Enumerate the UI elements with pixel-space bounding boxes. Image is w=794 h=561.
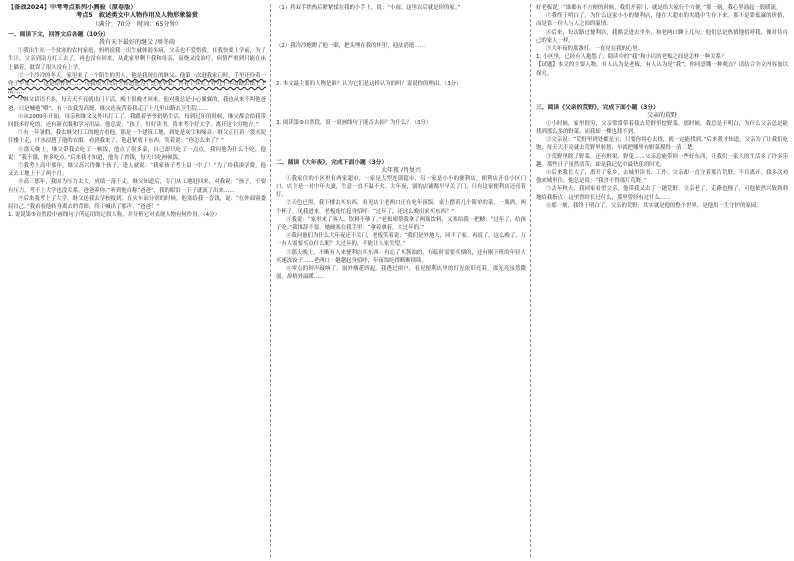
section-heading: 二、阅读《大年夜》，完成下面小题（3分） xyxy=(276,159,388,166)
story-title: 我有天下最好的继父 /周冬雨 xyxy=(99,39,175,47)
question: 1. 小区里，已经有人抱怨了。阅读中的“我”和小店的老板之间是怎样一种关系？ xyxy=(536,54,727,61)
paragraph: ⑥那一刻，我终于明白了，父亲的荒野，其实就是他的整个世界，是他用一生守护的家园。 xyxy=(546,202,762,209)
question: 【试题】本文的主要人物，有人认为是老板，有人认为是“我”，你同意哪一种观点？请结合全文内容加以探究。 xyxy=(536,62,788,77)
paragraph: ⑤去年秋天，我回家看望父亲，他带我又去了一趟荒野。父亲老了，走路也慢了，可他依然兴致勃勃地给我指点：这里曾经长过什么，那里曾经有过什么…… xyxy=(536,186,788,201)
paragraph: ④后来我长大了，离开了家乡，去城里读书、工作。父亲却一直守着那片荒野，不肯离开。我多次劝他来城里住，他总是说：“我舍不得那片荒野。” xyxy=(536,170,788,185)
column-divider xyxy=(270,4,271,557)
paragraph: ⑧后来，每次路过便利店，我都会进去坐坐，和老两口聊上几句。他们总是热情地招呼我，像对待自己的家人一样。 xyxy=(536,29,788,44)
story-title: 父亲的荒野 xyxy=(646,111,677,119)
section-heading: 三、阅读《父亲的荒野》，完成下面小题（3分） xyxy=(536,104,659,111)
paragraph: ⑤那天晚上，不断有人来便利店买东西：有忘了买酱油的，有临时需要买烟的，还有刚下班的年轻人买速冻饺子……老两口一趟趟起身招呼，年夜饭吃得断断续续。 xyxy=(276,249,526,264)
question: 1. 说说第⑤自然段中画线句子所运用的记叙人称，并分析它对表现人物有何作用。（4分） xyxy=(8,212,220,219)
column-divider xyxy=(530,4,531,557)
paragraph: ⑨后来我考上了大学，继父送我去学校报到。在火车站分别的时候，他塞给我一沓钱，说：“在外面别委屈自己。”我看着他转身离去的背影，终于喊出了那声：“爸爸！” xyxy=(8,195,266,211)
question: 3. 阅读第⑨自然段，说一说画线句子能否去掉？为什么？（3分） xyxy=(276,119,432,126)
paragraph: ⑦我终于明白了，为什么这家小小的便利店，能在大超市的夹缝中生存下来。那不是靠低廉的价格，而是靠一份人与人之间的温情。 xyxy=(536,13,788,28)
paragraph: ②一个冷冷的冬天，家里来了一个陌生的男人，他是我现在的继父。他第一次进我家门时，手里还拎着一兜子苹果……“这是给你的……”可我很久以后才知道他为了这兜苹果，背着工具走了好几十里山路去镇上干活…… xyxy=(8,72,266,96)
paragraph: ⑨大年夜的那盏灯，一直亮在我的心里。 xyxy=(546,46,644,53)
column-1 xyxy=(8,4,266,557)
column-3 xyxy=(536,4,788,557)
paragraph: ⑧高三那年，我因为压力太大，成绩一落千丈。继父知道后，专门从工地赶回来，对我说：“孩子，不要有压力，考不上大学也没关系，爸爸养你。”听到他自称“爸爸”，我的眼泪一下子就流了出来…… xyxy=(8,179,266,194)
paragraph: ①我出生在一个贫寒的农村家庭，妈妈说我一出生就体弱多病，父亲也不爱惜我。在我快要上学前，为了生计，父亲到南方打工去了，再也没有回来，从此家里剩下我和母亲，高烧又没治疗，病情严重到只能在床上躺着，耽误了很久没有上学。 xyxy=(8,48,266,71)
paragraph: ③继父话语不多，每天天不亮就出门干活，晚上很晚才回来。他对我总是小心翼翼的，我也从来不叫他爸爸，只是喊他“喂”。有一次我发高烧，继父连夜背着我走了十几里山路去卫生院…… xyxy=(8,97,266,112)
paragraph: ④从2009年开始，母亲和继父又外出打工了。我跟着爷爷奶奶生活，每到过年的时候，继父都会给我带回很多好吃的，还有新衣服和学习用品。他总说：“孩子，好好读书，将来考个好大学，离开这个穷地方。” xyxy=(8,113,266,129)
question: 2. 本文最主要的人物是谁？认为它们是这样认为的吗？说说你的理由。（3分） xyxy=(276,81,462,88)
paragraph: ②天色已黑，我下楼去买东西，看见店主老两口正在吃年夜饭。桌上摆着几个简单的菜，一瓶酒，两个杯子。见我进来，老板连忙起身招呼：“过年了，还这么晚出来买东西？” xyxy=(276,200,526,215)
story-title: 大年夜 /肖复兴 xyxy=(381,166,421,174)
paragraph: ⑦我考上高中那年，继父高兴得像个孩子，逢人就说：“我家孩子考上县一中了！”为了给我凑学费，他又去工地上干了两个月。 xyxy=(8,163,266,178)
paragraph: 好老板说：“谁都有不方便的时候，我们开着门，就是给大家行个方便。”那一刻，我心里涌起一股暖流。 xyxy=(536,5,782,11)
paragraph: ①小时候，家里很穷，父亲常常带着我去荒野里挖野菜。那时候，我总是不明白，为什么父亲总是能找到那么多的野菜，而我却一棵也找不到。 xyxy=(536,120,788,136)
exam-topic: 考点5 叙述类文中人物作用及人物形象鉴赏 xyxy=(76,12,198,20)
paragraph: ①我家住的小区里有两家超市，一家是大型连锁超市，另一家是小小的便利店。便利店开在小区门口，店主是一对中年夫妻，生意一直不温不火。大年夜，别的店铺都早早关了门，只有这家便利店还亮着灯。 xyxy=(276,175,526,199)
section-heading: 一、阅读下文，回答文后各题（10分） xyxy=(8,32,109,39)
exam-header: 【备战2024】中考考点系列小测验（原卷版） xyxy=(8,4,137,11)
paragraph: ④我问他们为什么大年夜还不关门，老板笑着说：“我们是外地人，回不了家。再说了，这么晚了，万一有人需要买点什么呢？大过年的，不能让人家失望。” xyxy=(276,233,526,248)
question: （1）将双手搓热后紧紧揉在我的小手上，说：“小雨，这里以后就是你的家。” xyxy=(276,5,461,11)
column-2 xyxy=(276,4,526,557)
paragraph: ⑥零点的钟声敲响了，窗外烟花四起。我透过窗户，看见便利店里的灯光依旧亮着，那光亮虽然微弱，却格外温暖…… xyxy=(276,266,526,281)
exam-meta: （满分：70分 时间：65分钟） xyxy=(92,20,182,28)
paragraph: ②父亲说：“荒野里到处都是宝，只要你用心去找，就一定能找到。”后来我才知道，父亲为了让我们吃饱，每天天不亮就去荒野里转悠，早就把哪里有野菜摸得一清二楚。 xyxy=(536,137,788,152)
paragraph: ③荒野里除了野菜，还有野果、野兔……父亲总能带回一些好东西，让我们一家人的生活多了许多乐趣。那些日子虽然清苦，却是我记忆中最快乐的时光。 xyxy=(536,153,788,168)
question: （2）我冷冷地瞪了他一眼，把头埋在我的怀里，迎法消逝…… xyxy=(276,43,425,50)
paragraph: ⑥那天晚上，继父带我去吃了一顿饭，他点了很多菜，自己却只吃了一点点。我问他为什么不吃，他说：“我不饿，你多吃点。”后来我才知道，他为了省钱，每天只吃两顿饭。 xyxy=(8,146,266,161)
paragraph: ⑤有一年暑假，我去继父打工的地方看他。那是一个建筑工地，到处是灰尘和噪音。继父正扛着一袋水泥往楼上走，汗水浸透了他的衣服。看到我来了，他赶紧放下东西，笑着说：“你怎么来了？” xyxy=(8,130,266,145)
paragraph: ③我说：“家里来了客人，饮料不够了。”老板娘帮我拿了两瓶饮料，又塞给我一把糖：“过年了，给孩子吃。”我推辞不要，她硬塞在我手里：“拿着拿着，大过年的。” xyxy=(276,216,526,232)
